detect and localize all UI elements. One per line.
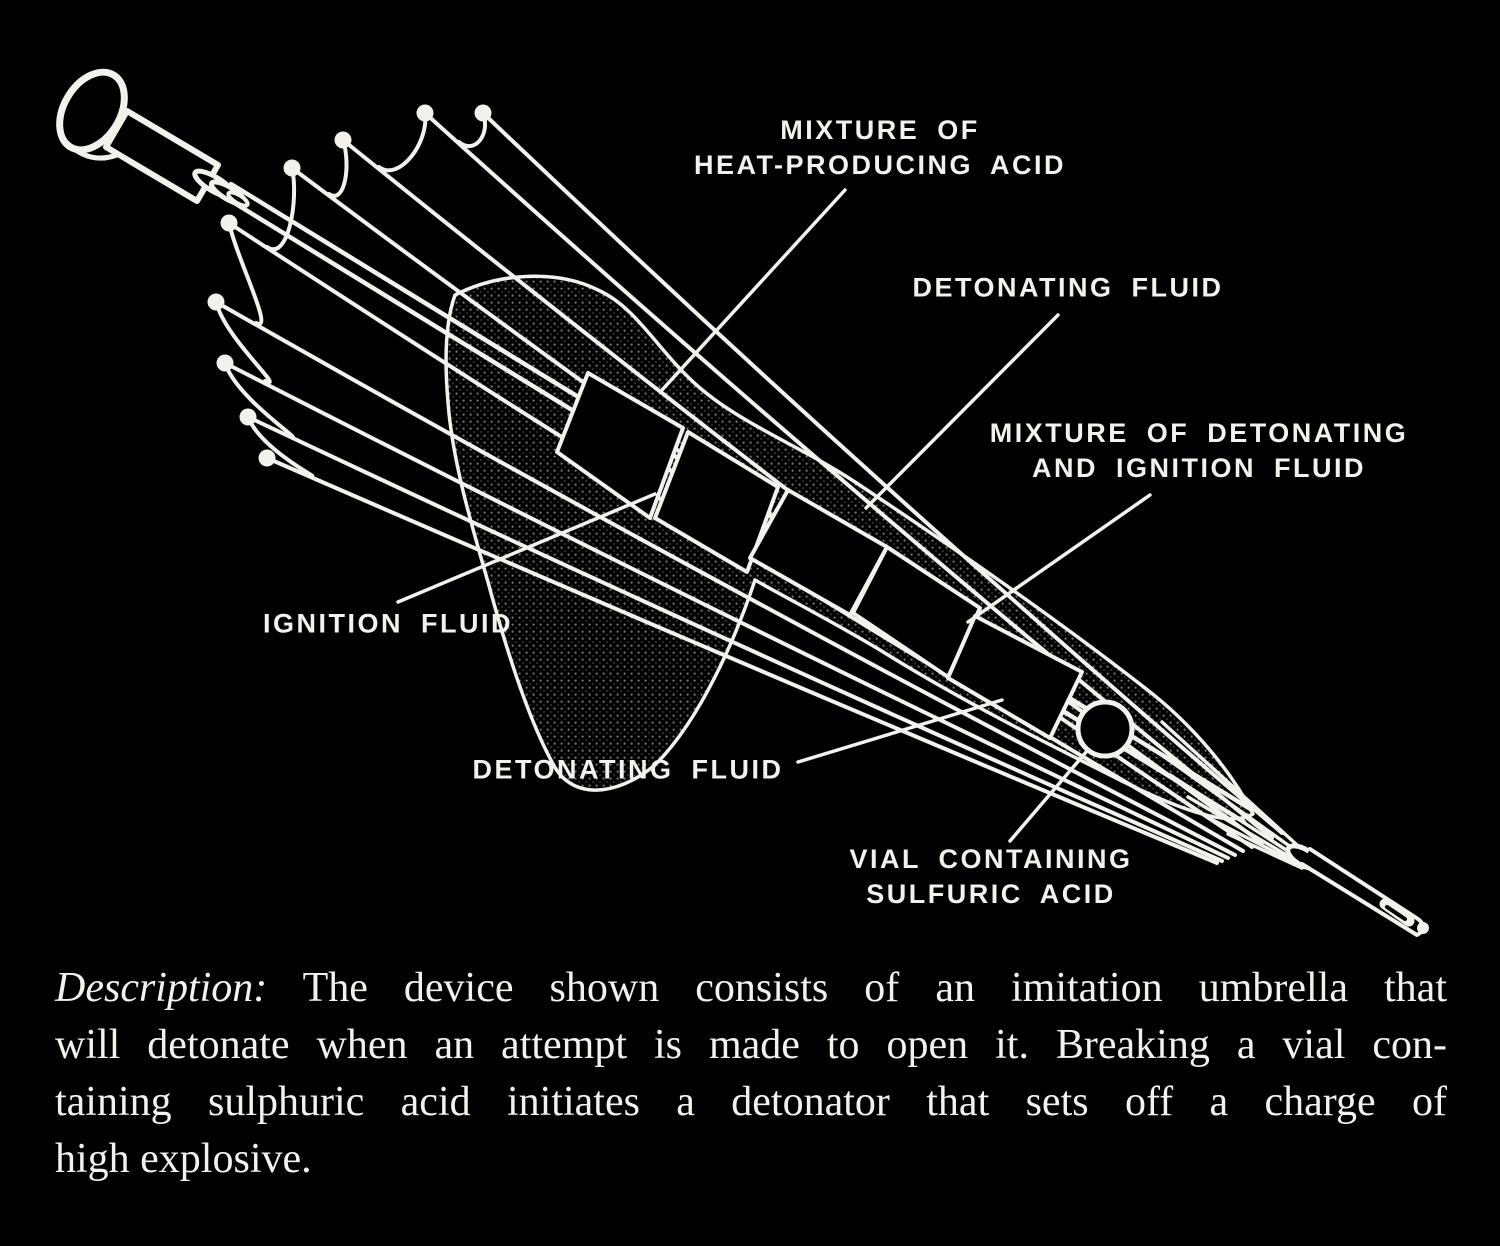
description-line: will detonate when an attempt is made to open it. Breaking a vial con- <box>55 1022 1447 1068</box>
label-detonating-fluid-bottom <box>473 753 784 788</box>
label-line: VIAL CONTAINING <box>849 844 1133 874</box>
leader-heat-acid <box>662 190 845 390</box>
label-line: DETONATING FLUID <box>912 272 1224 303</box>
sulfuric-acid-vial <box>1078 702 1132 756</box>
label-vial-sulfuric-acid <box>849 842 1132 912</box>
leader-mix-det-ign <box>968 495 1150 622</box>
fabric-scallop <box>379 113 425 170</box>
fabric-scallop <box>225 363 293 437</box>
description-lead: Description: <box>55 965 268 1011</box>
label-line: IGNITION FLUID <box>263 608 513 639</box>
label-ignition-fluid <box>263 607 513 642</box>
label-line: HEAT-PRODUCING ACID <box>694 150 1066 180</box>
description-line <box>55 960 1447 1017</box>
label-line: AND IGNITION FLUID <box>1032 453 1366 483</box>
description-line: taining sulphuric acid initiates a detonator that sets off a charge of <box>55 1079 1447 1125</box>
umbrella-handle <box>46 61 249 209</box>
fabric-scallop <box>229 223 261 324</box>
label-mixture-detonating-ignition <box>990 416 1409 486</box>
leader-detonating-bottom <box>798 700 1002 762</box>
description-line: high explosive. <box>55 1136 312 1182</box>
description-text: The device shown consists of an imitation umbrella that <box>302 965 1447 1011</box>
label-line: SULFURIC ACID <box>866 879 1116 909</box>
label-line: DETONATING FLUID <box>472 754 784 785</box>
label-line: MIXTURE OF <box>780 115 980 145</box>
label-line: MIXTURE OF DETONATING <box>989 418 1409 448</box>
description-paragraph <box>55 960 1447 1188</box>
label-heat-producing-acid <box>694 113 1066 183</box>
label-detonating-fluid-top <box>913 271 1224 306</box>
